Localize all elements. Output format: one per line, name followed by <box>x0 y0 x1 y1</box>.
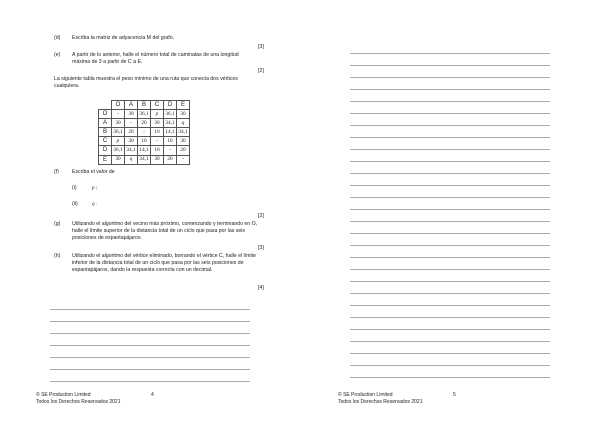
question-h-text: Utilizando el algoritmo del vértice eliminado, borrando el vértice C, halle el límite inferior de la distancia total de un ciclo que pasa por las seis posiciones de espantapájaros, dando la respuesta correcta con un decimal. <box>72 253 256 274</box>
table-cell: 10 <box>164 137 177 146</box>
answer-line <box>350 65 550 66</box>
table-intro: La siguiente tabla muestra el peso mínimo de una ruta que conecta dos vértices cualquiera. <box>54 76 238 90</box>
table-cell: 36,1 <box>112 128 125 137</box>
table-cell: - <box>112 110 125 119</box>
table-row <box>99 128 190 137</box>
question-e-text: A partir de lo anterior, halle el número total de caminatas de una longitud máxima de 3 a partir de C a E. <box>72 52 239 66</box>
answer-line <box>350 161 550 162</box>
question-h-marks: [4] <box>258 285 264 291</box>
table-cell: 20 <box>164 155 177 164</box>
table-cell: 34,1 <box>164 119 177 128</box>
question-g-text: Utilizando el algoritmo del vecino más próximo, comenzando y terminando en O, halle el límite superior de la distancia total de un ciclo que pasa por las seis posiciones de espantapájaros. <box>72 221 258 242</box>
answer-line <box>50 345 250 346</box>
answer-line <box>350 305 550 306</box>
answer-line <box>350 185 550 186</box>
table-cell: 30 <box>112 119 125 128</box>
table-cell: 34,1 <box>125 146 138 155</box>
table-cell: - <box>125 119 138 128</box>
answer-line <box>350 341 550 342</box>
answer-line <box>350 149 550 150</box>
answer-line <box>350 257 550 258</box>
table-corner <box>99 101 112 110</box>
table-row-header: E <box>99 155 112 164</box>
sub-i-var: p ; <box>92 185 98 191</box>
table-cell: - <box>138 128 151 137</box>
table-cell: 10 <box>151 146 164 155</box>
answer-line <box>350 293 550 294</box>
answer-line <box>350 53 550 54</box>
sub-ii-label: (ii) <box>72 201 78 207</box>
answer-line <box>50 333 250 334</box>
table-cell: p <box>151 110 164 119</box>
table-cell: 30 <box>125 110 138 119</box>
table-row-header: D <box>99 146 112 155</box>
table-cell: - <box>177 155 190 164</box>
question-d-marks: [3] <box>258 44 264 50</box>
table-cell: 36,1 <box>112 146 125 155</box>
question-g-marks: [3] <box>258 245 264 251</box>
table-cell: q <box>177 119 190 128</box>
answer-line <box>350 173 550 174</box>
table-cell: 20 <box>125 128 138 137</box>
table-cell: 36,1 <box>164 110 177 119</box>
distance-table <box>98 100 190 165</box>
page-number-right: 5 <box>453 392 456 398</box>
table-cell: 10 <box>151 128 164 137</box>
answer-line <box>50 381 250 382</box>
table-cell: 30 <box>177 110 190 119</box>
table-cell: - <box>151 137 164 146</box>
table-row-header: B <box>99 128 112 137</box>
answer-line <box>350 89 550 90</box>
answer-line <box>350 197 550 198</box>
answer-line <box>350 329 550 330</box>
sub-i-label: (i) <box>72 185 77 191</box>
answer-line <box>350 221 550 222</box>
answer-line <box>50 321 250 322</box>
table-row-header: A <box>99 119 112 128</box>
table-row <box>99 110 190 119</box>
table-col-header: C <box>151 101 164 110</box>
table-col-header: B <box>138 101 151 110</box>
answer-line <box>350 377 550 378</box>
table-cell: 14,1 <box>138 146 151 155</box>
answer-line <box>350 209 550 210</box>
table-col-header: D <box>164 101 177 110</box>
table-cell: q <box>125 155 138 164</box>
table-cell: 34,1 <box>138 155 151 164</box>
table-cell: - <box>164 146 177 155</box>
answer-line <box>350 281 550 282</box>
question-e-marks: [2] <box>258 68 264 74</box>
sub-ii-var: q . <box>92 201 98 207</box>
footer-right <box>338 392 423 407</box>
question-d-text: Escriba la matriz de adyacencia M del grafo. <box>72 35 175 41</box>
question-f-label: (f) <box>54 169 59 175</box>
answer-line <box>350 269 550 270</box>
table-header-row <box>99 101 190 110</box>
question-d-label: (d) <box>54 35 61 41</box>
table-cell: 30 <box>177 137 190 146</box>
table-cell: 14,1 <box>164 128 177 137</box>
answer-line <box>350 353 550 354</box>
answer-line <box>350 317 550 318</box>
answer-line <box>350 125 550 126</box>
answer-line <box>350 365 550 366</box>
table-row <box>99 119 190 128</box>
table-col-header: A <box>125 101 138 110</box>
answer-line <box>50 369 250 370</box>
page-number-left: 4 <box>151 392 154 398</box>
table-cell: 36,1 <box>138 110 151 119</box>
footer-rights: Todos los Derechos Reservados 2021 <box>338 399 423 406</box>
question-f-text: Escriba el valor de <box>72 169 115 175</box>
answer-line <box>350 245 550 246</box>
table-col-header: E <box>177 101 190 110</box>
table-cell: 20 <box>177 146 190 155</box>
table-cell: 30 <box>112 155 125 164</box>
table-row <box>99 155 190 164</box>
table-row-header: O <box>99 110 112 119</box>
table-cell: 20 <box>138 119 151 128</box>
footer-company: © SE Production Limited <box>338 392 393 398</box>
footer-rights: Todos los Derechos Reservados 2021 <box>36 399 121 406</box>
footer-left <box>36 392 121 407</box>
question-f-marks: [2] <box>258 213 264 219</box>
answer-line <box>350 137 550 138</box>
question-g-label: (g) <box>54 221 61 227</box>
answer-line <box>350 77 550 78</box>
table-row <box>99 137 190 146</box>
answer-line <box>350 101 550 102</box>
question-h-label: (h) <box>54 253 61 259</box>
table-cell: 30 <box>151 155 164 164</box>
answer-line <box>50 309 250 310</box>
answer-line <box>350 233 550 234</box>
question-e-label: (e) <box>54 52 61 58</box>
table-cell: 30 <box>151 119 164 128</box>
answer-line <box>350 113 550 114</box>
table-cell: 10 <box>138 137 151 146</box>
answer-line <box>50 357 250 358</box>
footer-company: © SE Production Limited <box>36 392 91 398</box>
table-cell: 34,1 <box>177 128 190 137</box>
table-col-header: O <box>112 101 125 110</box>
table-row <box>99 146 190 155</box>
table-cell: 30 <box>125 137 138 146</box>
table-cell: p <box>112 137 125 146</box>
table-row-header: C <box>99 137 112 146</box>
